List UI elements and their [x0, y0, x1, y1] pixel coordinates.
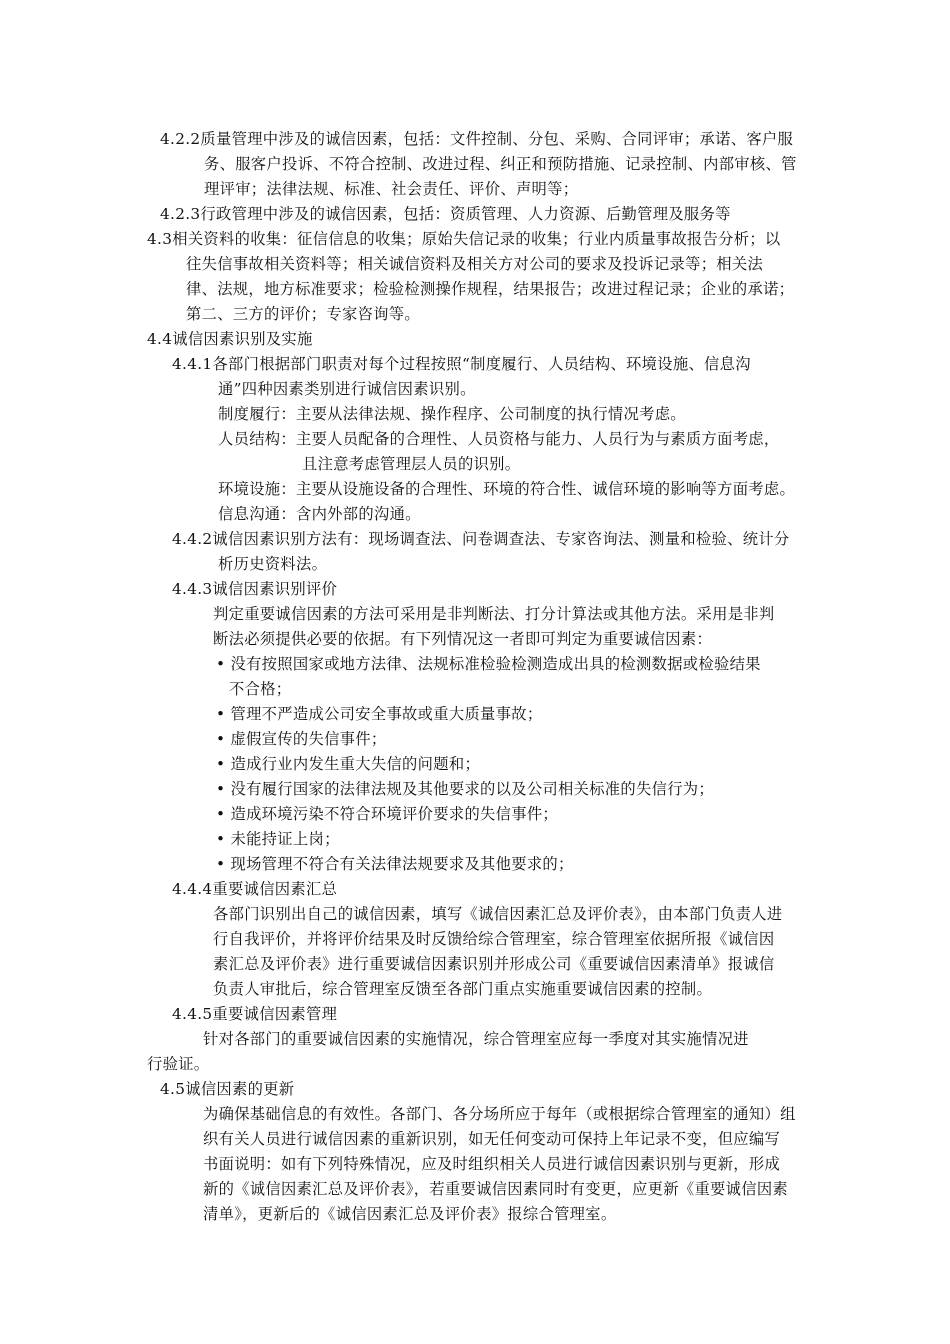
bullet-item: • 造成环境污染不符合环境评价要求的失信事件；: [216, 805, 559, 823]
text-line: 书面说明：如有下列特殊情况，应及时组织相关人员进行诚信因素识别与更新，形成: [203, 1155, 781, 1173]
text-line: 负责人审批后，综合管理室反馈至各部门重点实施重要诚信因素的控制。: [213, 980, 713, 998]
section-heading: 4.4.4重要诚信因素汇总: [172, 880, 338, 898]
text-line: 织有关人员进行诚信因素的重新识别，如无任何变动可保持上年记录不变，但应编写: [203, 1130, 781, 1148]
bullet-item: • 管理不严造成公司安全事故或重大质量事故；: [216, 705, 543, 723]
section-heading: 4.4.5重要诚信因素管理: [172, 1005, 338, 1023]
text-line: 理评审；法律法规、标准、社会责任、评价、声明等；: [204, 180, 579, 198]
text-line: 4.4.2诚信因素识别方法有：现场调查法、问卷调查法、专家咨询法、测量和检验、统计分: [172, 530, 790, 548]
text-line: 新的《诚信因素汇总及评价表》，若重要诚信因素同时有变更，应更新《重要诚信因素: [203, 1180, 789, 1198]
text-line: 4.3相关资料的收集：征信信息的收集；原始失信记录的收集；行业内质量事故报告分析；以: [147, 230, 781, 248]
text-line: 通”四种因素类别进行诚信因素识别。: [218, 380, 476, 398]
text-line: 断法必须提供必要的依据。有下列情况这一者即可判定为重要诚信因素：: [213, 630, 713, 648]
section-heading: 4.4诚信因素识别及实施: [147, 330, 313, 348]
text-line: 析历史资料法。: [218, 555, 328, 573]
bullet-item: • 未能持证上岗；: [216, 830, 340, 848]
text-line: 为确保基础信息的有效性。各部门、各分场所应于每年（或根据综合管理室的通知）组: [203, 1105, 796, 1123]
text-line: 素汇总及评价表》进行重要诚信因素识别并形成公司《重要诚信因素清单》报诚信: [213, 955, 775, 973]
text-line: 往失信事故相关资料等；相关诚信资料及相关方对公司的要求及投诉记录等；相关法: [186, 255, 764, 273]
bullet-item: • 虚假宣传的失信事件；: [216, 730, 387, 748]
bullet-item: • 现场管理不符合有关法律法规要求及其他要求的；: [216, 855, 574, 873]
bullet-item: • 没有履行国家的法律法规及其他要求的以及公司相关标准的失信行为；: [216, 780, 714, 798]
text-line: 第二、三方的评价；专家咨询等。: [186, 305, 420, 323]
text-line: 人员结构：主要人员配备的合理性、人员资格与能力、人员行为与素质方面考虑，: [218, 430, 780, 448]
text-line: 行验证。: [147, 1055, 210, 1073]
text-line: 律、法规，地方标准要求；检验检测操作规程，结果报告；改进过程记录；企业的承诺；: [186, 280, 795, 298]
text-line: 行自我评价，并将评价结果及时反馈给综合管理室，综合管理室依据所报《诚信因: [213, 930, 775, 948]
text-line: 各部门识别出自己的诚信因素，填写《诚信因素汇总及评价表》，由本部门负责人进: [213, 905, 783, 923]
text-line: 务、服客户投诉、不符合控制、改进过程、纠正和预防措施、记录控制、内部审核、管: [204, 155, 797, 173]
text-line: 制度履行：主要从法律法规、操作程序、公司制度的执行情况考虑。: [218, 405, 686, 423]
text-line: 信息沟通：含内外部的沟通。: [218, 505, 421, 523]
text-line: 环境设施：主要从设施设备的合理性、环境的符合性、诚信环境的影响等方面考虑。: [218, 480, 796, 498]
text-line: 清单》，更新后的《诚信因素汇总及评价表》报综合管理室。: [203, 1205, 617, 1223]
section-heading: 4.5诚信因素的更新: [160, 1080, 295, 1098]
text-line: 4.4.1各部门根据部门职责对每个过程按照“制度履行、人员结构、环境设施、信息沟: [172, 355, 751, 373]
bullet-item: • 没有按照国家或地方法律、法规标准检验检测造成出具的检测数据或检验结果: [216, 655, 761, 673]
bullet-item: • 造成行业内发生重大失信的问题和；: [216, 755, 481, 773]
text-line: 判定重要诚信因素的方法可采用是非判断法、打分计算法或其他方法。采用是非判: [213, 605, 775, 623]
text-line: 针对各部门的重要诚信因素的实施情况，综合管理室应每一季度对其实施情况进: [203, 1030, 749, 1048]
section-heading: 4.4.3诚信因素识别评价: [172, 580, 338, 598]
text-line: 且注意考虑管理层人员的识别。: [302, 455, 521, 473]
text-line: 4.2.2质量管理中涉及的诚信因素，包括：文件控制、分包、采购、合同评审；承诺、客户服: [160, 130, 794, 148]
text-line: 不合格；: [229, 680, 292, 698]
text-line: 4.2.3行政管理中涉及的诚信因素，包括：资质管理、人力资源、后勤管理及服务等: [160, 205, 731, 223]
